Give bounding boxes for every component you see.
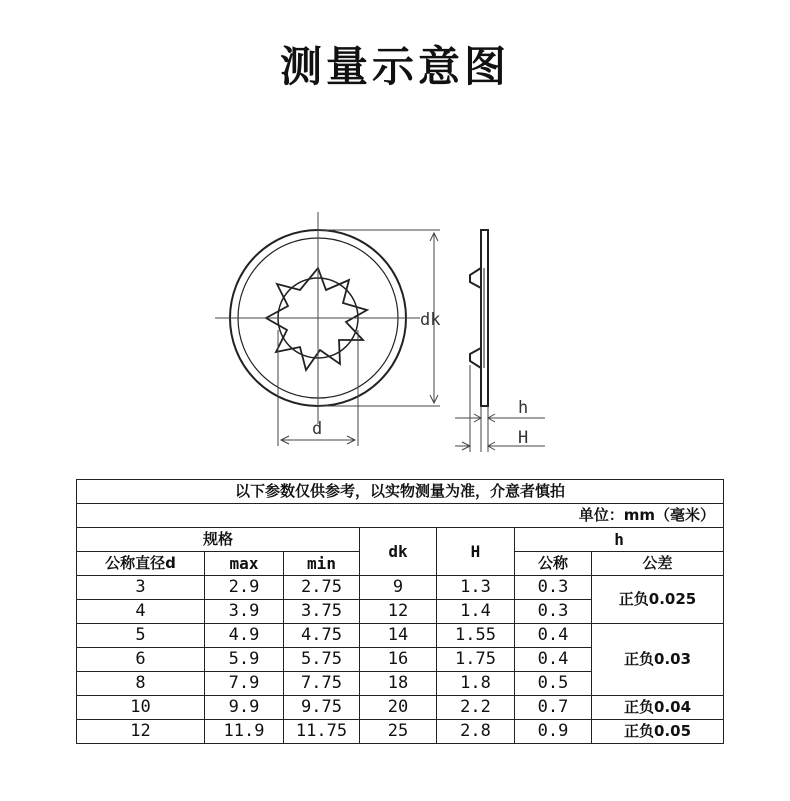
header-row-1 (77, 528, 724, 552)
cell-H: 1.4 (437, 600, 515, 624)
cell-max: 7.9 (205, 672, 284, 696)
cell-max: 3.9 (205, 600, 284, 624)
cell-h: 0.4 (515, 648, 592, 672)
washer-side-view (470, 230, 488, 406)
cell-H: 1.55 (437, 624, 515, 648)
centerlines (215, 212, 420, 424)
cell-H: 2.8 (437, 720, 515, 744)
table-row (77, 624, 724, 648)
header-h-tolerance: 公差 (592, 552, 724, 576)
table-row (77, 720, 724, 744)
page-title: 测量示意图 (279, 42, 510, 91)
cell-h: 0.4 (515, 624, 592, 648)
cell-max: 11.9 (205, 720, 284, 744)
cell-d: 6 (77, 648, 205, 672)
cell-d: 4 (77, 600, 205, 624)
cell-d: 3 (77, 576, 205, 600)
table-note: 以下参数仅供参考，以实物测量为准，介意者慎拍 (77, 480, 724, 504)
h-label: h (518, 398, 529, 418)
cell-max: 5.9 (205, 648, 284, 672)
cell-h: 0.5 (515, 672, 592, 696)
header-spec: 规格 (77, 528, 360, 552)
cell-tolerance: 正负0.03 (592, 624, 724, 696)
cell-dk: 16 (360, 648, 437, 672)
cell-H: 2.2 (437, 696, 515, 720)
cell-min: 5.75 (284, 648, 360, 672)
cell-d: 5 (77, 624, 205, 648)
cell-min: 4.75 (284, 624, 360, 648)
cell-min: 9.75 (284, 696, 360, 720)
note-row (77, 480, 724, 504)
cell-h: 0.9 (515, 720, 592, 744)
table-row (77, 696, 724, 720)
cell-h: 0.7 (515, 696, 592, 720)
dk-label: dk (420, 310, 441, 330)
cell-d: 12 (77, 720, 205, 744)
cell-H: 1.8 (437, 672, 515, 696)
header-max: max (205, 552, 284, 576)
cell-h: 0.3 (515, 576, 592, 600)
cell-tolerance: 正负0.025 (592, 576, 724, 624)
cell-min: 2.75 (284, 576, 360, 600)
cell-dk: 18 (360, 672, 437, 696)
cell-dk: 20 (360, 696, 437, 720)
cell-H: 1.75 (437, 648, 515, 672)
header-d: 公称直径d (77, 552, 205, 576)
cell-max: 4.9 (205, 624, 284, 648)
cell-H: 1.3 (437, 576, 515, 600)
cell-max: 2.9 (205, 576, 284, 600)
table-unit: 单位：mm（毫米） (77, 504, 724, 528)
cell-h: 0.3 (515, 600, 592, 624)
measurement-diagram (0, 195, 790, 465)
cell-dk: 14 (360, 624, 437, 648)
header-h: h (515, 528, 724, 552)
d-label: d (312, 419, 323, 439)
header-dk: dk (360, 528, 437, 576)
H-label: H (518, 428, 529, 448)
cell-max: 9.9 (205, 696, 284, 720)
cell-dk: 9 (360, 576, 437, 600)
cell-tolerance: 正负0.04 (592, 696, 724, 720)
cell-dk: 25 (360, 720, 437, 744)
cell-min: 7.75 (284, 672, 360, 696)
table-row (77, 576, 724, 600)
cell-d: 10 (77, 696, 205, 720)
header-h-nominal: 公称 (515, 552, 592, 576)
spec-table (76, 479, 724, 744)
cell-min: 3.75 (284, 600, 360, 624)
h-H-dimensions (455, 365, 545, 452)
cell-min: 11.75 (284, 720, 360, 744)
cell-dk: 12 (360, 600, 437, 624)
unit-row (77, 504, 724, 528)
cell-tolerance: 正负0.05 (592, 720, 724, 744)
cell-d: 8 (77, 672, 205, 696)
header-H: H (437, 528, 515, 576)
header-min: min (284, 552, 360, 576)
